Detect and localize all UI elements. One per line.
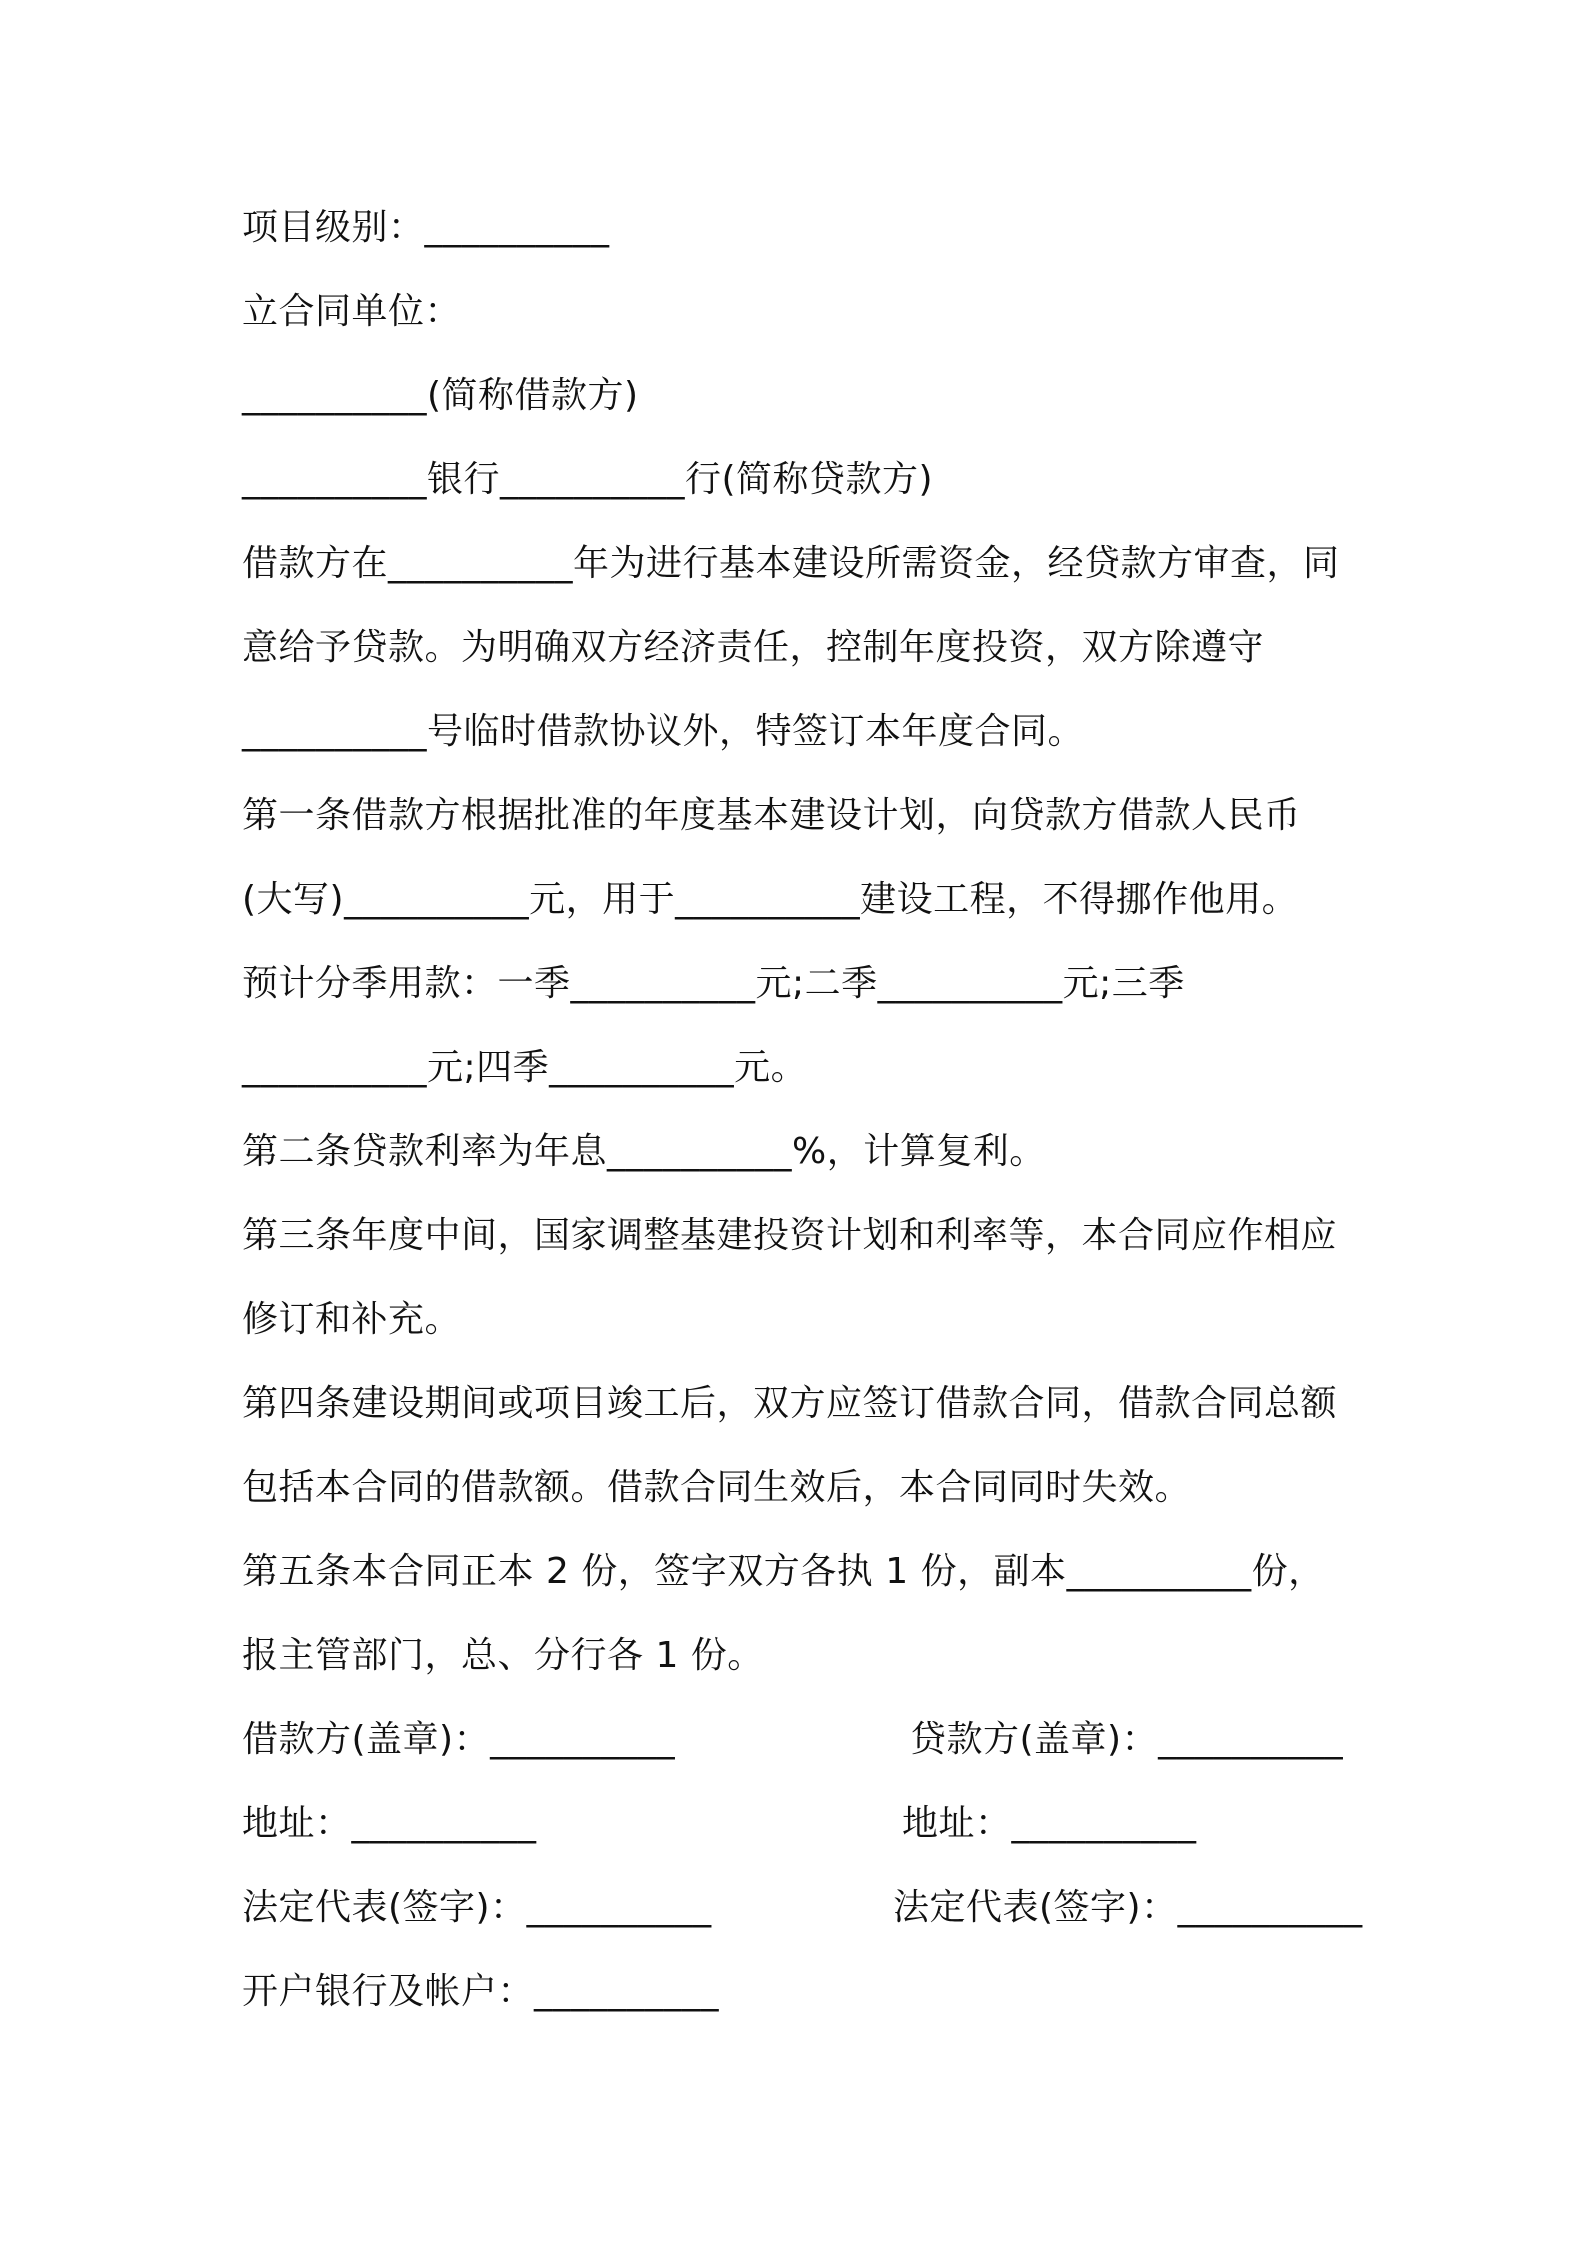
borrower-representative-field: 法定代表(签字)：__________ <box>242 1887 712 1928</box>
article-5-line-1: 第五条本合同正本 2 份，签字双方各执 1 份，副本__________份， <box>242 1551 1325 1592</box>
quarterly-usage-line-2: __________元;四季__________元。 <box>242 1047 808 1088</box>
lender-seal-field: 贷款方(盖章)：__________ <box>910 1719 1344 1760</box>
article-4-line-2: 包括本合同的借款额。借款合同生效后，本合同同时失效。 <box>242 1467 1192 1508</box>
contract-parties-heading: 立合同单位： <box>242 291 462 332</box>
preamble-line-1: 借款方在__________年为进行基本建设所需资金，经贷款方审查，同 <box>242 543 1340 584</box>
lender-representative-field: 法定代表(签字)：__________ <box>893 1887 1363 1928</box>
lender-address-field: 地址：__________ <box>902 1803 1197 1844</box>
borrower-seal-field: 借款方(盖章)：__________ <box>242 1719 676 1760</box>
article-5-line-2: 报主管部门，总、分行各 1 份。 <box>242 1635 764 1676</box>
bank-account-field: 开户银行及帐户：__________ <box>242 1971 720 2012</box>
borrower-line: __________(简称借款方) <box>242 375 639 416</box>
article-1-line-1: 第一条借款方根据批准的年度基本建设计划，向贷款方借款人民币 <box>242 795 1301 836</box>
article-1-line-2: (大写)__________元，用于__________建设工程，不得挪作他用。 <box>242 879 1299 920</box>
project-level-line: 项目级别：__________ <box>242 207 610 248</box>
article-2-line: 第二条贷款利率为年息__________%，计算复利。 <box>242 1131 1046 1172</box>
article-3-line-2: 修订和补充。 <box>242 1299 462 1340</box>
quarterly-usage-line-1: 预计分季用款：一季__________元;二季__________元;三季 <box>242 963 1185 1004</box>
preamble-line-3: __________号临时借款协议外，特签订本年度合同。 <box>242 711 1085 752</box>
borrower-address-field: 地址：__________ <box>242 1803 537 1844</box>
article-4-line-1: 第四条建设期间或项目竣工后，双方应签订借款合同，借款合同总额 <box>242 1383 1338 1424</box>
preamble-line-2: 意给予贷款。为明确双方经济责任，控制年度投资，双方除遵守 <box>242 627 1265 668</box>
lender-line: __________银行__________行(简称贷款方) <box>242 459 934 500</box>
article-3-line-1: 第三条年度中间，国家调整基建投资计划和利率等，本合同应作相应 <box>242 1215 1338 1256</box>
